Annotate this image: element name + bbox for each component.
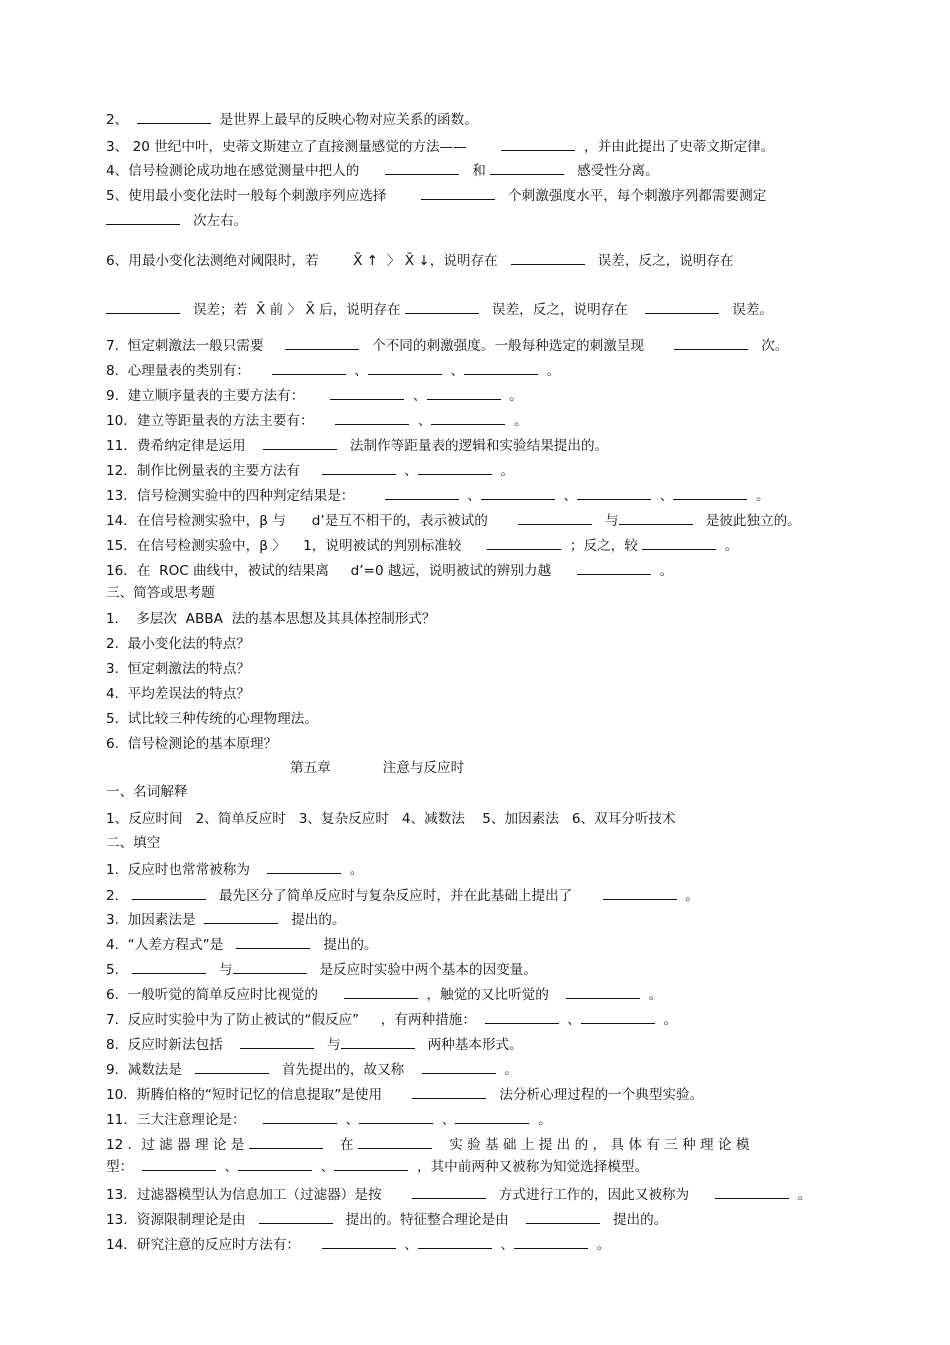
fill-in-blank[interactable] — [581, 1010, 655, 1024]
line-text: 、 — [395, 1237, 418, 1253]
line-text: 14．在信号检测实验中，β 与 d’是互不相干的，表示被试的 — [106, 513, 519, 529]
line-text: 15．在信号检测实验中，β 〉 1，说明被试的判别标准较 — [106, 538, 488, 554]
line-q12 — [106, 461, 514, 480]
line-text: 5、使用最小变化法时一般每个刺激序列应选择 — [106, 188, 422, 204]
line-n1 — [106, 783, 188, 801]
line-b4 — [106, 935, 378, 954]
line-ch5 — [290, 759, 464, 777]
line-b8 — [106, 1035, 523, 1054]
line-text: 3. 加因素法是 — [106, 912, 205, 928]
fill-in-blank[interactable] — [368, 361, 442, 375]
line-q5a — [106, 186, 766, 205]
fill-in-blank[interactable] — [577, 486, 651, 500]
line-b5 — [106, 960, 537, 979]
line-text: 和 — [459, 163, 491, 179]
line-text: 6. 信号检测论的基本原理？ — [106, 736, 278, 752]
line-text: 最先区分了简单反应时与复杂反应时，并在此基础上提出了 — [205, 888, 603, 904]
line-text: 9. 减数法是 — [106, 1062, 195, 1078]
fill-in-blank[interactable] — [412, 1085, 486, 1099]
line-b9 — [106, 1060, 518, 1079]
line-text: 4. 平均差误法的特点？ — [106, 686, 250, 702]
fill-in-blank[interactable] — [619, 511, 693, 525]
line-text: 。 — [676, 888, 699, 904]
fill-in-blank[interactable] — [645, 300, 719, 314]
fill-in-blank[interactable] — [344, 985, 418, 999]
line-text: 11．费希纳定律是运用 — [106, 438, 263, 454]
line-text: 与 — [592, 513, 619, 529]
line-text: 是彼此独立的。 — [692, 513, 801, 529]
line-text: 13．资源限制理论是由 — [106, 1212, 259, 1228]
line-text: 二、填空 — [106, 835, 161, 851]
fill-in-blank[interactable] — [137, 110, 211, 124]
line-text: 方式进行工作的，因此又被称为 — [485, 1187, 716, 1203]
line-text: 误差。 — [719, 302, 773, 318]
line-text: 第五章 注意与反应时 — [290, 760, 465, 776]
line-text: 1、反应时间 2、简单反应时 3、复杂反应时 4、减数法 5、加因素法 6、双耳分听技术 — [106, 811, 676, 827]
fill-in-blank[interactable] — [106, 300, 180, 314]
line-text: 14．研究注意的反应时方法有： — [106, 1237, 322, 1253]
line-b10 — [106, 1085, 703, 1104]
line-q3 — [106, 137, 774, 156]
fill-in-blank[interactable] — [263, 1110, 337, 1124]
line-text: 13．信号检测实验中的四种判定结果是： — [106, 488, 385, 504]
fill-in-blank[interactable] — [240, 1035, 314, 1049]
line-text: 2. 最小变化法的特点？ — [106, 636, 250, 652]
line-text: 个刺激强度水平，每个刺激序列都需要测定 — [495, 188, 767, 204]
line-text: 7. 恒定刺激法一般只需要 — [106, 338, 286, 354]
fill-in-blank[interactable] — [249, 1135, 323, 1149]
line-q6b — [106, 300, 773, 319]
line-text: 11．三大注意理论是： — [106, 1112, 263, 1128]
line-text: 1. 多层次 ABBA 法的基本思想及其具体控制形式？ — [106, 611, 436, 627]
line-text: 10．建立等距量表的方法主要有： — [106, 413, 336, 429]
fill-in-blank[interactable] — [195, 1060, 269, 1074]
line-text: 个不同的刺激强度。一般每种选定的刺激呈现 — [359, 338, 675, 354]
line-text: 提出的。 — [278, 912, 346, 928]
line-a2 — [106, 635, 250, 653]
line-b11 — [106, 1110, 552, 1129]
line-text: 8. 心理量表的类别有： — [106, 363, 272, 379]
line-q2 — [106, 110, 478, 129]
line-text: 10．斯腾伯格的“短时记忆的信息提取”是使用 — [106, 1087, 413, 1103]
line-text: 与 — [314, 1037, 341, 1053]
fill-in-blank[interactable] — [485, 1010, 559, 1024]
fill-in-blank[interactable] — [132, 886, 206, 900]
line-q11 — [106, 436, 608, 455]
fill-in-blank[interactable] — [577, 561, 651, 575]
line-text: 、 — [395, 463, 418, 479]
line-text: 误差；若 X̄ 前 〉 X̄ 后，说明存在 — [180, 302, 405, 318]
line-text: 、 — [651, 488, 674, 504]
fill-in-blank[interactable] — [204, 910, 278, 924]
fill-in-blank[interactable] — [259, 1210, 333, 1224]
line-text: 7. 反应时实验中为了防止被试的“假反应” ，有两种措施： — [106, 1012, 485, 1028]
line-b13 — [106, 1185, 811, 1204]
line-text: 5. 试比较三种传统的心理物理法。 — [106, 711, 318, 727]
fill-in-blank[interactable] — [142, 1157, 216, 1171]
fill-in-blank[interactable] — [501, 137, 575, 151]
line-text: 、 — [491, 1237, 515, 1253]
fill-in-blank[interactable] — [418, 1235, 492, 1249]
line-q10 — [106, 411, 528, 430]
line-text: 12 ．过 滤 器 理 论 是 — [106, 1137, 249, 1153]
line-text: 2. — [106, 888, 132, 904]
fill-in-blank[interactable] — [272, 361, 346, 375]
fill-in-blank[interactable] — [335, 411, 409, 425]
line-q4 — [106, 161, 659, 180]
line-text: 、 — [458, 488, 481, 504]
line-text: X̄ ↑ 〉 X̄ ↓，说明存在 — [348, 253, 511, 269]
line-text: 12．制作比例量表的主要方法有 — [106, 463, 322, 479]
fill-in-blank[interactable] — [334, 1157, 408, 1171]
line-q8 — [106, 361, 560, 380]
line-q6a — [106, 251, 734, 270]
line-b12b — [106, 1157, 851, 1176]
line-q16 — [106, 561, 673, 580]
fill-in-blank[interactable] — [421, 186, 495, 200]
line-text: 。 — [640, 987, 663, 1003]
line-a5 — [106, 710, 318, 728]
line-terms — [106, 810, 676, 828]
fill-in-blank[interactable] — [358, 1135, 432, 1149]
line-text: 。 — [341, 862, 364, 878]
fill-in-blank[interactable] — [285, 336, 359, 350]
fill-in-blank[interactable] — [322, 1235, 396, 1249]
fill-in-blank[interactable] — [715, 1185, 789, 1199]
fill-in-blank[interactable] — [418, 461, 492, 475]
line-text: 法制作等距量表的逻辑和实验结果提出的。 — [336, 438, 609, 454]
line-a3 — [106, 660, 250, 678]
fill-in-blank[interactable] — [481, 486, 555, 500]
fill-in-blank[interactable] — [674, 336, 748, 350]
line-text: 6. 一般听觉的简单反应时比视觉的 — [106, 987, 344, 1003]
line-text: 。 — [529, 1112, 552, 1128]
fill-in-blank[interactable] — [431, 411, 505, 425]
fill-in-blank[interactable] — [385, 486, 459, 500]
fill-in-blank[interactable] — [526, 1210, 600, 1224]
fill-in-blank[interactable] — [132, 960, 206, 974]
line-text: 。 — [654, 1012, 678, 1028]
fill-in-blank[interactable] — [464, 361, 538, 375]
fill-in-blank[interactable] — [238, 1157, 312, 1171]
line-text: 。 — [495, 1062, 518, 1078]
fill-in-blank[interactable] — [106, 211, 180, 225]
line-text: 4、信号检测论成功地在感觉测量中把人的 — [106, 163, 386, 179]
fill-in-blank[interactable] — [518, 511, 592, 525]
line-text: 实 验 基 础 上 提 出 的 ， 具 体 有 三 种 理 论 模 — [431, 1137, 750, 1153]
line-text: 4. “人差方程式”是 — [106, 937, 237, 953]
line-text: 误差，反之，说明存在 — [478, 302, 646, 318]
line-text: 13．过滤器模型认为信息加工（过滤器）是按 — [106, 1187, 412, 1203]
fill-in-blank[interactable] — [511, 251, 585, 265]
line-text: 9. 建立顺序量表的主要方法有： — [106, 388, 331, 404]
line-text: 。 — [588, 1237, 611, 1253]
fill-in-blank[interactable] — [514, 1235, 588, 1249]
line-text: 3、 20 世纪中叶，史蒂文斯建立了直接测量感觉的方法—— — [106, 139, 502, 155]
line-text: 提出的。特征整合理论是由 — [332, 1212, 526, 1228]
line-q5b — [106, 211, 247, 230]
line-text: 。 — [651, 563, 674, 579]
line-text: 1. 反应时也常常被称为 — [106, 862, 268, 878]
line-text: 提出的。 — [599, 1212, 668, 1228]
fill-in-blank[interactable] — [385, 161, 459, 175]
line-text: 两种基本形式。 — [414, 1037, 523, 1053]
line-text: 。 — [491, 463, 515, 479]
line-text: 。 — [500, 388, 523, 404]
line-text: 。 — [505, 413, 528, 429]
line-text: 、 — [409, 413, 432, 429]
fill-in-blank[interactable] — [487, 536, 561, 550]
fill-in-blank[interactable] — [566, 985, 640, 999]
fill-in-blank[interactable] — [422, 1060, 496, 1074]
line-text: 8. 反应时新法包括 — [106, 1037, 241, 1053]
line-text: ；反之，较 — [561, 538, 643, 554]
fill-in-blank[interactable] — [427, 386, 501, 400]
line-b14 — [106, 1235, 610, 1254]
line-b2 — [106, 886, 699, 905]
line-b6 — [106, 985, 662, 1004]
line-q14 — [106, 511, 801, 530]
line-text: 。 — [538, 363, 561, 379]
line-b1 — [106, 860, 364, 879]
line-text: 、 — [215, 1159, 239, 1175]
fill-in-blank[interactable] — [322, 461, 396, 475]
fill-in-blank[interactable] — [405, 300, 479, 314]
line-q7 — [106, 336, 788, 355]
line-text: ，其中前两种又被称为知觉选择模型。 — [408, 1159, 649, 1175]
line-text: 、 — [558, 1012, 581, 1028]
line-text: 是反应时实验中两个基本的因变量。 — [306, 962, 537, 978]
line-b13b — [106, 1210, 667, 1229]
line-text: 感受性分离。 — [564, 163, 659, 179]
line-n2 — [106, 834, 160, 852]
line-text: 。 — [716, 538, 739, 554]
line-text: 型： — [106, 1159, 142, 1175]
line-text: 一、名词解释 — [106, 784, 188, 800]
line-text: 提出的。 — [310, 937, 378, 953]
line-q9 — [106, 386, 523, 405]
line-a1 — [106, 610, 435, 628]
line-text: 、 — [404, 388, 427, 404]
line-text: 16．在 ROC 曲线中，被试的结果离 d’=0 越远，说明被试的辨别力越 — [106, 563, 577, 579]
fill-in-blank[interactable] — [490, 161, 564, 175]
line-b7 — [106, 1010, 677, 1029]
fill-in-blank[interactable] — [673, 486, 747, 500]
fill-in-blank[interactable] — [341, 1035, 415, 1049]
line-a4 — [106, 685, 250, 703]
line-text: 次。 — [748, 338, 789, 354]
line-text: 与 — [205, 962, 233, 978]
line-text: 5. — [106, 962, 132, 978]
line-text: 误差，反之，说明存在 — [584, 253, 734, 269]
line-text: ，触觉的又比听觉的 — [417, 987, 567, 1003]
line-text: 、 — [441, 363, 465, 379]
fill-in-blank[interactable] — [642, 536, 716, 550]
line-q13 — [106, 486, 770, 505]
line-text: 首先提出的，故又称 — [268, 1062, 422, 1078]
line-q15 — [106, 536, 738, 555]
fill-in-blank[interactable] — [233, 960, 307, 974]
fill-in-blank[interactable] — [412, 1185, 486, 1199]
line-text: 在 — [322, 1137, 358, 1153]
fill-in-blank[interactable] — [236, 935, 310, 949]
line-b12a — [106, 1135, 851, 1154]
line-text: 、 — [433, 1112, 456, 1128]
line-b3 — [106, 910, 346, 929]
fill-in-blank[interactable] — [359, 1110, 433, 1124]
line-text: ，并由此提出了史蒂文斯定律。 — [575, 139, 775, 155]
line-text: 法分析心理过程的一个典型实验。 — [486, 1087, 704, 1103]
line-text: 是世界上最早的反映心物对应关系的函数。 — [210, 112, 478, 128]
fill-in-blank[interactable] — [330, 386, 404, 400]
fill-in-blank[interactable] — [263, 436, 337, 450]
line-text: 、 — [336, 1112, 360, 1128]
line-text: 6、用最小变化法测绝对阈限时，若 — [106, 253, 349, 269]
line-s3 — [106, 584, 215, 602]
line-text: 、 — [345, 363, 368, 379]
fill-in-blank[interactable] — [455, 1110, 529, 1124]
line-text: 、 — [554, 488, 578, 504]
line-text: 2、 — [106, 112, 137, 128]
fill-in-blank[interactable] — [603, 886, 677, 900]
line-text: 。 — [789, 1187, 812, 1203]
fill-in-blank[interactable] — [267, 860, 341, 874]
line-text: 。 — [747, 488, 770, 504]
line-text: 3. 恒定刺激法的特点？ — [106, 661, 250, 677]
line-a6 — [106, 735, 277, 753]
line-text: 次左右。 — [180, 213, 248, 229]
line-text: 、 — [312, 1159, 335, 1175]
line-text: 三、简答或思考题 — [106, 585, 215, 601]
